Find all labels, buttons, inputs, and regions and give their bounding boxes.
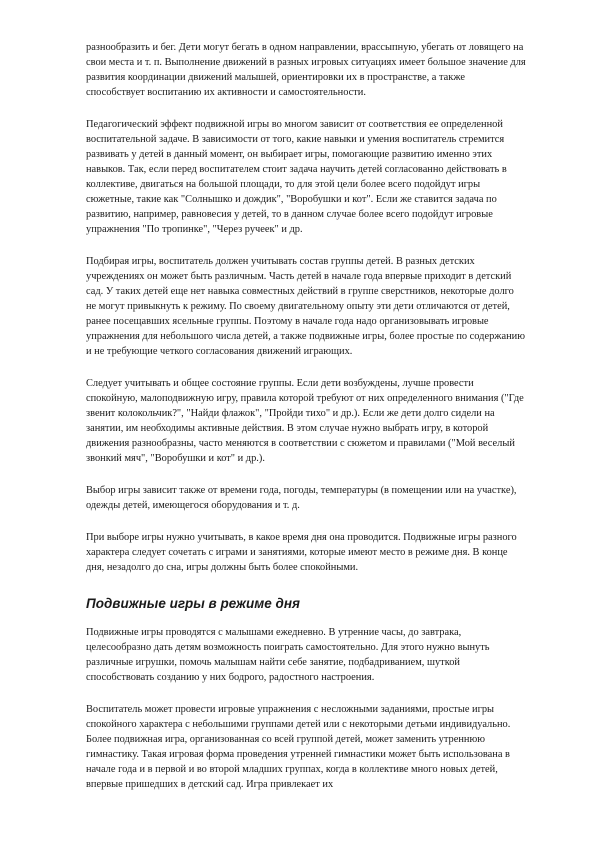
paragraph-1: разнообразить и бег. Дети могут бегать в одном направлении, врассыпную, убегать от ловящего на свои места и т. п. Выполнение движений в разных игровых ситуациях имеет большое значение для развития координации движений малышей, ориентировки их в пространстве, а также способствует воспитанию их активности и самостоятельности. <box>86 42 526 98</box>
section-heading: Подвижные игры в режиме дня <box>86 596 300 611</box>
paragraph-6: При выборе игры нужно учитывать, в какое время дня она проводится. Подвижные игры разного характера следует сочетать с играми и занятиями, которые имеют место в режиме дня. В конце дня, незадолго до сна, игры должны быть более спокойными. <box>86 532 517 573</box>
paragraph-8: Воспитатель может провести игровые упражнения с несложными заданиями, простые игры спокойного характера с небольшими группами детей или с некоторыми детьми индивидуально. Более подвижная игра, организованная со всей группой детей, может заменить утреннюю гимнастику. Такая игровая форма проведения утренней гимнастики может быть использована в начале года и в первой и во второй младших группах, когда в коллективе много новых детей, впервые пришедших в детский сад. Игра привлекает их <box>86 704 511 790</box>
paragraph-2: Педагогический эффект подвижной игры во многом зависит от соответствия ее определенной воспитательной задаче. В зависимости от того, какие навыки и умения воспитатель стремится развивать у детей в данный момент, он выбирает игры, помогающие развитию именно этих навыков. Так, если перед воспитателем стоит задача научить детей согласованно действовать в коллективе, двигаться на большой площади, то для этой цели более всего подойдут игры сюжетные, такие как "Солнышко и дождик", "Воробушки и кот". Если же ставится задача по развитию, например, равновесия у детей, то в данном случае более всего подойдут игровые упражнения "По тропинке", "Через ручеек" и др. <box>86 119 507 235</box>
paragraph-3: Подбирая игры, воспитатель должен учитывать состав группы детей. В разных детских учреждениях он может быть различным. Часть детей в начале года впервые приходит в детский сад. У таких детей еще нет навыка совместных действий в группе сверстников, некоторые долго не могут привыкнуть к режиму. По своему двигательному опыту эти дети отличаются от детей, ранее посещавших ясельные группы. Поэтому в начале года надо организовывать игровые упражнения для небольшого числа детей, а также подвижные игры, более простые по содержанию и не требующие четкого согласования движений играющих. <box>86 256 525 357</box>
paragraph-7: Подвижные игры проводятся с малышами ежедневно. В утренние часы, до завтрака, целесообразно дать детям возможность поиграть самостоятельно. Для этого нужно вынуть различные игрушки, помочь малышам найти себе занятие, подбадриванием, шуткой способствовать созданию у них бодрого, радостного настроения. <box>86 627 490 683</box>
paragraph-4: Следует учитывать и общее состояние группы. Если дети возбуждены, лучше провести спокойную, малоподвижную игру, правила которой требуют от них определенного внимания ("Где звенит колокольчик?", "Найди флажок", "Пройди тихо" и др.). Если же дети долго сидели на занятии, им необходимы активные действия. В этом случае нужно выбрать игру, в которой движения разнообразны, часто меняются в соответствии с сюжетом и правилами ("Мой веселый звонкий мяч", "Воробушки и кот" и др.). <box>86 378 524 464</box>
paragraph-5: Выбор игры зависит также от времени года, погоды, температуры (в помещении или на участке), одежды детей, имеющегося оборудования и т. д. <box>86 485 517 511</box>
document-page <box>86 40 526 809</box>
